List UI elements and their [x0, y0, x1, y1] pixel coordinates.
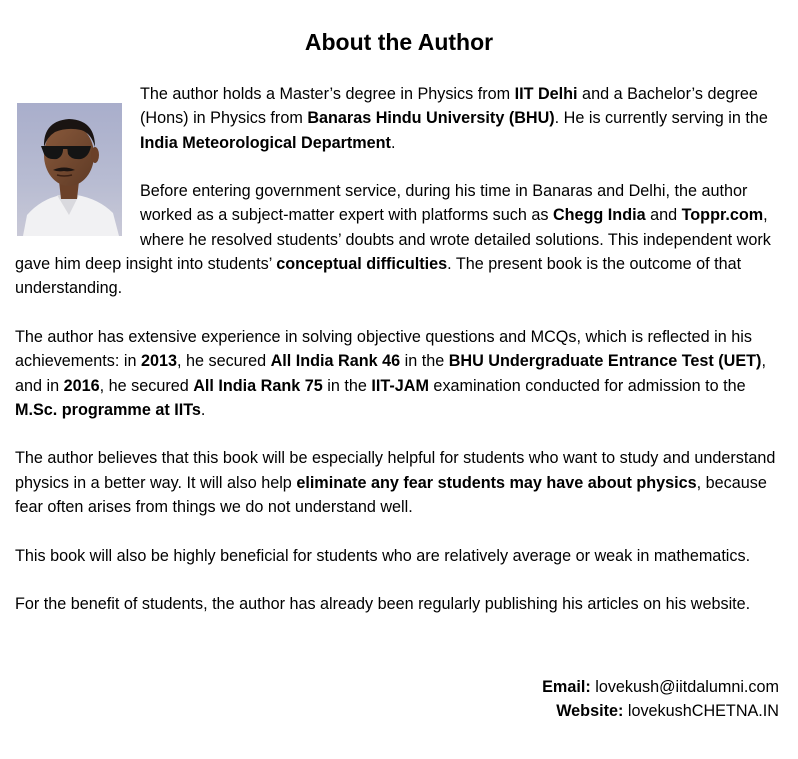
contact-info [542, 675, 779, 723]
bio-paragraph [15, 446, 783, 519]
bold-text: M.Sc. programme at IITs [15, 400, 201, 419]
text-run: . [200, 400, 206, 419]
bold-text: All India Rank 75 [193, 376, 323, 395]
text-run: , because fear often arises from things we do not understand well. [15, 473, 767, 517]
text-run: . The present book is the outcome of that understanding. [15, 255, 742, 298]
bold-text: IIT-JAM [371, 376, 429, 395]
bold-text: 2016 [63, 376, 100, 395]
email-line [542, 675, 779, 699]
bold-text: IIT Delhi [514, 85, 578, 103]
page-title: About the Author [304, 29, 494, 55]
text-run: This book will also be highly beneficial for students who are relatively average or weak in mathematics. [15, 546, 751, 565]
bold-text: conceptual difficulties [276, 255, 448, 274]
text-run: and [645, 206, 682, 225]
website-label: Website: [556, 702, 624, 720]
text-run: , he secured [176, 352, 271, 371]
text-run: . [390, 133, 396, 152]
bio-paragraph [15, 544, 783, 568]
website-value: lovekushCHETNA.IN [627, 702, 779, 720]
website-line [542, 699, 779, 723]
bold-text: eliminate any fear students may have about physics [296, 473, 697, 492]
bold-text: BHU Undergraduate Entrance Test (UET) [448, 352, 762, 371]
bold-text: India Meteorological Department [140, 133, 391, 152]
email-label: Email: [542, 678, 591, 696]
bio-paragraph [15, 82, 783, 155]
text-run: and a Bachelor’s degree (Hons) in Physics from [140, 85, 758, 128]
text-run: , he secured [99, 376, 194, 395]
text-run: , where he resolved students’ doubts and wrote detailed solutions. This independent work gave him deep insight into students’ [15, 206, 771, 274]
text-run: . He is currently serving in the [554, 109, 768, 128]
author-bio [15, 82, 783, 641]
text-run: in the [400, 352, 449, 371]
text-run: The author believes that this book will be especially helpful for students who want to study and understand physics in a better way. It will also help [15, 449, 776, 492]
bio-paragraph [15, 592, 783, 616]
bold-text: 2013 [140, 352, 177, 371]
text-run: The author has extensive experience in solving objective questions and MCQs, which is reflected in his achievements: in [15, 327, 752, 371]
text-run: , and in [15, 352, 766, 395]
text-run: in the [322, 376, 372, 395]
text-run: For the benefit of students, the author has already been regularly publishing his articles on his website. [15, 595, 751, 614]
email-value: lovekush@iitdalumni.com [595, 678, 779, 696]
text-run: The author holds a Master’s degree in Physics from [140, 85, 515, 103]
author-photo [17, 103, 122, 236]
bio-paragraph [15, 179, 783, 300]
text-run: examination conducted for admission to the [428, 376, 746, 395]
bold-text: Banaras Hindu University (BHU) [307, 109, 555, 128]
bold-text: All India Rank 46 [270, 352, 401, 371]
bold-text: Chegg India [552, 206, 646, 225]
bio-paragraph [15, 325, 783, 422]
text-run: Before entering government service, during his time in Banaras and Delhi, the author worked as a subject-matter expert with platforms such as [140, 182, 748, 225]
bold-text: Toppr.com [681, 206, 764, 225]
